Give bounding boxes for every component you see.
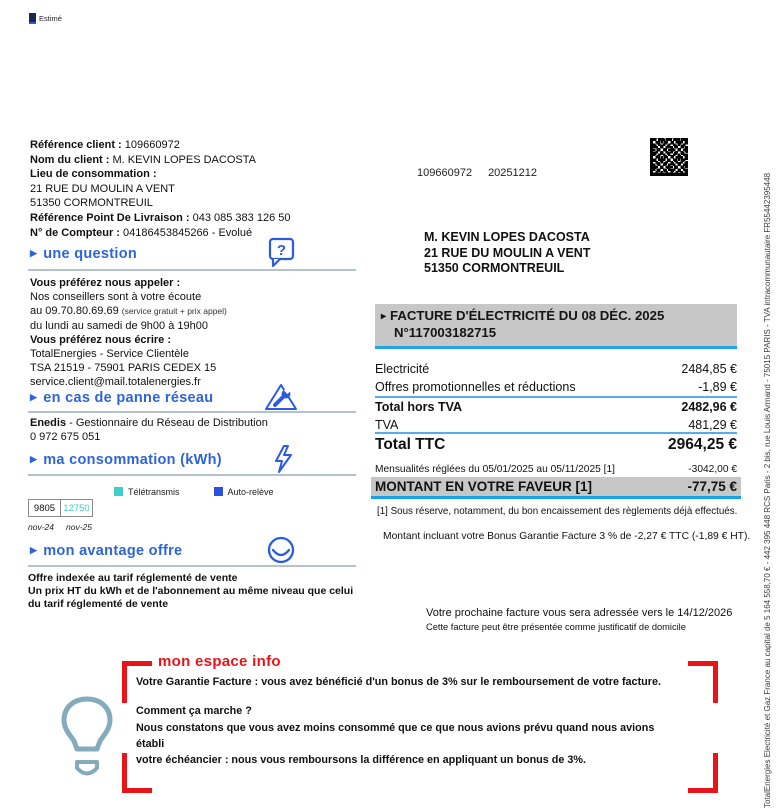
period-nov24: nov-24 (28, 522, 54, 532)
table-separator (375, 432, 737, 434)
table-separator (375, 396, 737, 398)
row-mensualites: Mensualités réglées du 05/01/2025 au 05/11/2025 [1] -3042,00 € (375, 464, 737, 475)
phone-note: (service gratuit + prix appel) (121, 306, 227, 317)
info-line2: Comment ça marche ? (136, 705, 252, 717)
row-offres: Offres promotionnelles et réductions -1,89 € (375, 380, 737, 394)
reading-periods (28, 522, 92, 532)
consumption-place-label: Lieu de consommation : (30, 168, 157, 181)
recipient-name: M. KEVIN LOPES DACOSTA (424, 230, 590, 244)
consumption-address-line2: 51350 CORMONTREUIL (30, 197, 153, 210)
client-reference-line (30, 138, 290, 153)
recipient-address (424, 230, 590, 277)
invoice-amounts-table (375, 358, 737, 506)
svg-text:?: ? (276, 242, 287, 259)
call-line3: du lundi au samedi de 9h00 à 19h00 (30, 319, 208, 332)
delivery-point-label: Référence Point De Livraison : (30, 211, 190, 224)
section-panne-title: ▶ en cas de panne réseau (30, 390, 214, 406)
period-nov25: nov-25 (66, 522, 92, 532)
info-line4: établi (136, 738, 165, 750)
legend-autoreleve: Auto-relève (214, 487, 274, 497)
datamatrix-barcode (650, 138, 688, 176)
section-arrow-icon: ▶ (30, 248, 38, 258)
row-montant-faveur: MONTANT EN VOTRE FAVEUR [1] -77,75 € (371, 477, 741, 499)
ref-date-number: 20251212 (488, 167, 538, 179)
lightbulb-icon (56, 694, 118, 790)
invoice-title-line1: ▸ FACTURE D'ÉLECTRICITÉ DU 08 DÉC. 2025 (381, 308, 665, 323)
panne-block (30, 416, 268, 444)
phone-number: au 09.70.80.69.69 (30, 305, 119, 318)
footnote-bonus: Montant incluant votre Bonus Garantie Facture 3 % de -2,27 € TTC (-1,89 € HT). (383, 531, 751, 542)
footnote-reserve: [1] Sous réserve, notamment, du bon encaissement des règlements déjà effectués. (377, 506, 738, 517)
row-electricite: Electricité 2484,85 € (375, 362, 737, 376)
meter-number-value: 04186453845266 - Evolué (123, 226, 253, 239)
legend-teletransmis: Télétransmis (114, 487, 180, 497)
title-arrow-icon: ▸ (381, 311, 387, 322)
call-heading: Vous préférez nous appeler : (30, 277, 181, 289)
info-section-title: mon espace info (158, 653, 281, 670)
contact-email: service.client@mail.totalenergies.fr (30, 376, 201, 389)
reading-type-badge (29, 13, 62, 24)
red-bracket-bottom-right (688, 753, 718, 793)
meter-number-line (30, 226, 290, 241)
write-line2: TSA 21519 - 75901 PARIS CEDEX 15 (30, 362, 217, 375)
smiley-icon (266, 535, 296, 565)
meter-number-label: N° de Compteur : (30, 226, 120, 239)
estime-label: Estimé (39, 14, 62, 23)
grid-operator-phone: 0 972 675 051 (30, 431, 101, 444)
client-info-block (30, 138, 290, 240)
wrench-triangle-icon (264, 382, 298, 412)
consumption-legend (114, 487, 274, 497)
section-panne-rule (28, 411, 356, 413)
recipient-city: 51350 CORMONTREUIL (424, 261, 565, 275)
write-heading: Vous préférez nous écrire : (30, 333, 172, 346)
row-total-ttc: Total TTC 2964,25 € (375, 436, 737, 453)
meter-estimate-icon (29, 13, 36, 24)
offer-description: Offre indexée au tarif réglementé de vente Un prix HT du kWh et de l'abonnement au même niveau que celui du tarif réglementé de vente (28, 572, 354, 610)
question-contact-block (30, 276, 227, 390)
reading-nov24: 9805 (28, 499, 61, 517)
section-avantage-rule (28, 565, 356, 567)
call-line2 (30, 304, 227, 318)
grid-operator-line: Enedis - Gestionnaire du Réseau de Distribution (30, 417, 268, 429)
section-arrow-icon: ▶ (30, 392, 38, 402)
autoreleve-swatch-icon (214, 487, 223, 496)
invoice-title-bar (375, 304, 737, 349)
info-line5: votre échéancier : nous vous remboursons la différence en appliquant un bonus de 3%. (136, 754, 586, 766)
call-line1: Nos conseillers sont à votre écoute (30, 291, 202, 304)
section-consommation-title: ▶ ma consommation (kWh) (30, 452, 222, 468)
red-bracket-top-right (688, 661, 718, 703)
ref-client-number: 109660972 (417, 167, 473, 179)
reading-nov25: 12750 (61, 499, 93, 517)
section-arrow-icon: ▶ (30, 545, 38, 555)
client-name-value: M. KEVIN LOPES DACOSTA (112, 153, 256, 166)
consumption-place-label-line (30, 167, 290, 182)
recipient-street: 21 RUE DU MOULIN A VENT (424, 245, 591, 260)
teletransmis-swatch-icon (114, 487, 123, 496)
lightning-bolt-icon (271, 444, 295, 474)
client-name-label: Nom du client : (30, 153, 110, 166)
proof-of-address-note: Cette facture peut être présentée comme justificatif de domicile (426, 622, 686, 632)
section-question-title: ▶ une question (30, 246, 138, 262)
section-question-rule (28, 269, 356, 271)
delivery-point-line (30, 211, 290, 226)
section-arrow-icon: ▶ (30, 454, 38, 464)
row-tva: TVA 481,29 € (375, 418, 737, 432)
delivery-point-value: 043 085 383 126 50 (192, 211, 291, 224)
section-consommation-rule (28, 474, 356, 476)
reference-numbers (417, 167, 537, 179)
client-reference-label: Référence client : (30, 139, 122, 151)
legal-vertical-text: TotalEnergies Electricité et Gaz France au capital de 5 164 558,70 € - 442 395 448 RCS Paris - 2 bis, rue Louis Armand - 75015 PARIS - TVA intracommunautaire FR55442395448 (763, 172, 772, 808)
section-avantage-title: ▶ mon avantage offre (30, 543, 183, 559)
next-invoice-note: Votre prochaine facture vous sera adressée vers le 14/12/2026 (426, 607, 733, 619)
invoice-number: N°117003182715 (394, 325, 497, 340)
row-total-hors-tva: Total hors TVA 2482,96 € (375, 400, 737, 414)
consumption-readings (28, 499, 93, 517)
consumption-address-line1: 21 RUE DU MOULIN A VENT (30, 182, 175, 195)
client-reference-value: 109660972 (124, 139, 180, 151)
write-line1: TotalEnergies - Service Clientèle (30, 348, 189, 361)
info-line3: Nous constatons que vous avez moins consommé que ce que nous avions prévu quand nous avions (136, 722, 655, 734)
grid-operator-name: Enedis (30, 417, 67, 429)
info-line1: Votre Garantie Facture : vous avez bénéficié d'un bonus de 3% sur le remboursement de votre facture. (136, 676, 661, 688)
question-bubble-icon (266, 236, 296, 268)
client-name-line (30, 153, 290, 168)
